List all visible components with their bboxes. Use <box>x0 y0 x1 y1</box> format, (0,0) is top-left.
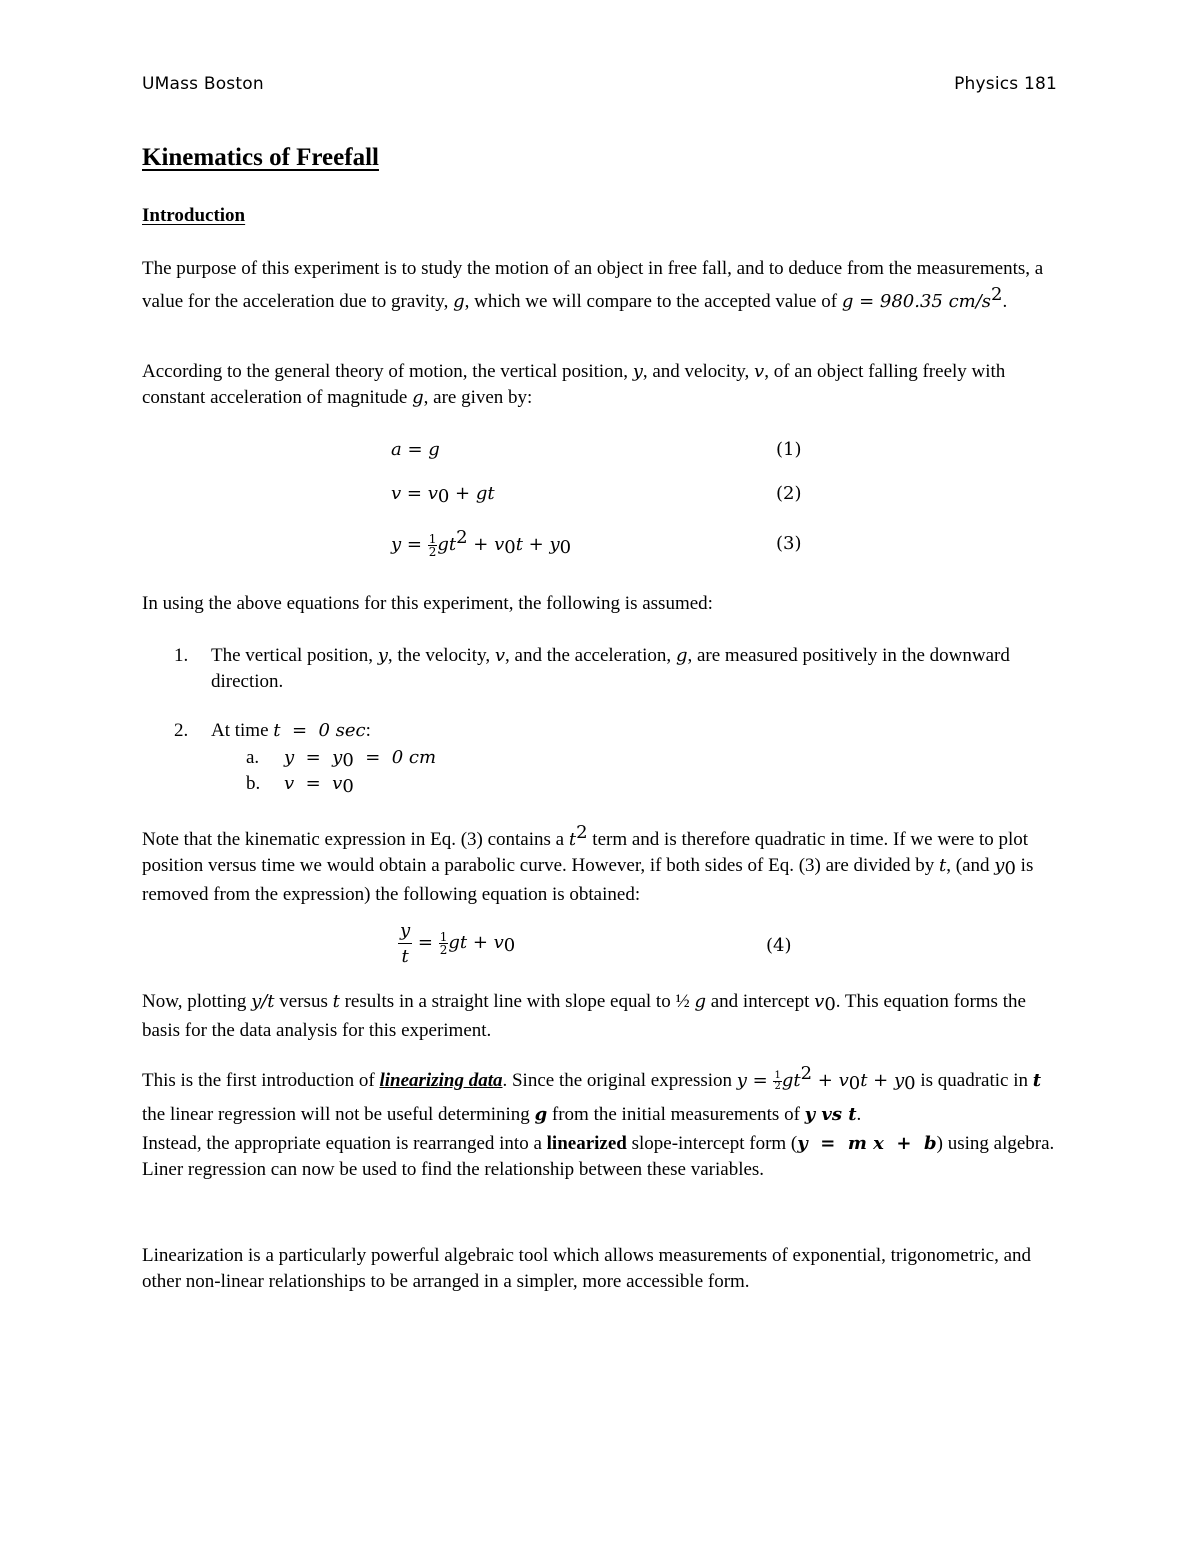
text: from the initial measurements of <box>547 1104 805 1125</box>
header-course: Physics 181 <box>954 74 1057 94</box>
fraction-one-half <box>439 931 449 956</box>
paragraph-linearized-form <box>142 1131 1062 1183</box>
math-subscript: 0 <box>342 776 354 797</box>
text: and intercept <box>705 991 815 1012</box>
math-expression: gt <box>437 534 457 555</box>
text: : <box>365 720 371 741</box>
emphasis-linearized: linearized <box>546 1133 627 1154</box>
math-t: t <box>1032 1070 1042 1091</box>
math-expression: v = v <box>391 483 438 504</box>
header-institution: UMass Boston <box>142 74 264 94</box>
math-v: v <box>814 991 825 1012</box>
math-y: y <box>377 645 388 666</box>
equation-1-number: (1) <box>776 439 802 460</box>
math-expression: t + y <box>860 1070 905 1091</box>
math-slope-intercept: y = m x + b <box>797 1133 937 1154</box>
text: . <box>1002 291 1008 312</box>
text: the linear regression will not be useful determining <box>142 1104 535 1125</box>
math-subscript: 0 <box>342 750 354 771</box>
math-subscript: 0 <box>1004 858 1016 879</box>
list-sub-item-a <box>284 745 436 774</box>
paragraph-linearizing <box>142 1058 1062 1130</box>
fraction-denominator: 2 <box>428 545 437 560</box>
list-sub-item-b <box>284 771 354 800</box>
equation-4 <box>398 920 515 967</box>
math-equals: = <box>412 931 439 953</box>
math-expression: t + y <box>515 534 560 555</box>
paragraph-theory <box>142 359 1062 411</box>
math-v: v <box>494 645 506 666</box>
equation-4-number: (4) <box>766 935 792 956</box>
math-expression: + gt <box>449 483 495 504</box>
paragraph-quadratic-note <box>142 820 1062 908</box>
math-subscript: 0 <box>904 1073 916 1094</box>
text: slope-intercept form ( <box>626 1133 798 1154</box>
emphasis-linearizing-data: linearizing data <box>379 1070 503 1091</box>
math-g: g <box>534 1104 548 1125</box>
text: At time <box>211 720 274 741</box>
list-marker-2: 2. <box>174 720 189 741</box>
math-v: v <box>754 361 765 382</box>
math-subscript: 0 <box>504 537 516 558</box>
text: The vertical position, <box>211 645 378 666</box>
math-g: g <box>694 991 706 1012</box>
math-subscript: 0 <box>559 537 572 558</box>
math-expression: gt <box>781 1070 801 1091</box>
list-item-1 <box>211 643 1061 695</box>
text: , (and <box>946 855 995 876</box>
paragraph-linearization-summary: Linearization is a particularly powerful algebraic tool which allows measurements of exponential, trigonometric, and other non-linear relationships to be arranged in a simpler, more accessible form. <box>142 1245 1032 1292</box>
paragraph-assumptions-intro: In using the above equations for this experiment, the following is assumed: <box>142 593 713 614</box>
text: , and the acceleration, <box>505 645 676 666</box>
fraction-one-half <box>773 1071 781 1092</box>
math-expression: y = <box>391 534 428 555</box>
math-expression: = 0 cm <box>353 747 437 768</box>
fraction-numerator: 1 <box>774 1070 781 1082</box>
math-g: g <box>675 645 688 666</box>
math-y: y <box>632 361 643 382</box>
math-exponent: 2 <box>991 284 1003 305</box>
fraction-denominator: 2 <box>439 943 448 957</box>
fraction-denominator: t <box>398 943 412 967</box>
math-subscript: 0 <box>437 486 450 507</box>
text: , are given by: <box>423 387 533 408</box>
fraction-y-over-t <box>398 920 412 967</box>
math-g: g <box>453 291 465 312</box>
equation-1 <box>391 439 440 461</box>
math-t: t <box>939 855 947 876</box>
text: is quadratic in <box>915 1070 1033 1091</box>
text: . <box>856 1104 862 1125</box>
math-subscript: 0 <box>824 994 836 1015</box>
text: , of an object falling freely with constant acceleration of magnitude <box>142 361 1006 408</box>
fraction-denominator: 2 <box>774 1081 781 1093</box>
math-accepted-value: g = 980.35 cm/s <box>841 291 992 312</box>
math-expression: y = y <box>284 747 343 768</box>
equation-2 <box>391 483 495 507</box>
text: Now, plotting <box>142 991 252 1012</box>
math-expression: + v <box>812 1070 849 1091</box>
math-exponent: 2 <box>576 822 588 843</box>
text: , are measured positively in the downward direction. <box>211 645 1010 692</box>
text: . Since the original expression <box>502 1070 737 1091</box>
list-marker-1: 1. <box>174 645 189 666</box>
math-y: y <box>994 855 1005 876</box>
math-g: g <box>412 387 424 408</box>
text: term and is therefore quadratic in time. If we were to plot position versus time we would obtain a parabolic curve. However, if both sides of Eq. (3) are divided by <box>142 829 1029 876</box>
math-expression: y = <box>736 1070 774 1091</box>
document-title: Kinematics of Freefall <box>142 144 379 171</box>
math-time-zero: t = 0 sec <box>273 720 366 741</box>
math-subscript: 0 <box>503 934 516 956</box>
math-expression: + v <box>467 534 505 555</box>
list-sub-marker-a: a. <box>246 747 260 768</box>
math-expression: a = g <box>391 439 440 460</box>
fraction-numerator: 1 <box>439 930 448 944</box>
math-exponent: 2 <box>800 1063 813 1084</box>
math-expression: v = v <box>284 773 343 794</box>
text: The purpose of this experiment is to study the motion of an object in free fall, and to deduce from the measurements, a value for the acceleration due to gravity, <box>142 258 1044 312</box>
math-exponent: 2 <box>456 527 468 548</box>
text: , which we will compare to the accepted value of <box>464 291 842 312</box>
text: . This equation forms the basis for the data analysis for this experiment. <box>142 991 1026 1041</box>
math-y-over-t: y/t <box>251 991 275 1012</box>
math-subscript: 0 <box>848 1073 861 1094</box>
text: , the velocity, <box>387 645 495 666</box>
text: , and velocity, <box>642 361 755 382</box>
list-sub-marker-b: b. <box>246 773 261 794</box>
text: ) using algebra. Liner regression can now be used to find the relationship between these variables. <box>142 1133 1055 1180</box>
equation-2-number: (2) <box>776 483 802 504</box>
paragraph-purpose <box>142 256 1062 315</box>
text: This is the first introduction of <box>142 1070 380 1091</box>
paragraph-plotting <box>142 989 1062 1044</box>
equation-3-number: (3) <box>776 533 802 554</box>
fraction-one-half <box>428 533 438 558</box>
math-expression: gt + v <box>448 931 504 953</box>
text: Note that the kinematic expression in Eq. (3) contains a <box>142 829 569 850</box>
section-heading-introduction: Introduction <box>142 205 246 226</box>
math-t: t <box>332 991 340 1012</box>
fraction-numerator: y <box>400 920 411 941</box>
list-item-2 <box>211 718 371 744</box>
math-y-vs-t: y vs t <box>804 1104 857 1125</box>
text: results in a straight line with slope equal to ½ <box>339 991 695 1012</box>
text: is removed from the expression) the following equation is obtained: <box>142 855 1034 905</box>
text: Instead, the appropriate equation is rearranged into a <box>142 1133 547 1154</box>
equation-3 <box>391 527 571 558</box>
math-t: t <box>568 829 577 850</box>
fraction-numerator: 1 <box>428 532 437 547</box>
text: According to the general theory of motion, the vertical position, <box>142 361 633 382</box>
text: versus <box>274 991 333 1012</box>
